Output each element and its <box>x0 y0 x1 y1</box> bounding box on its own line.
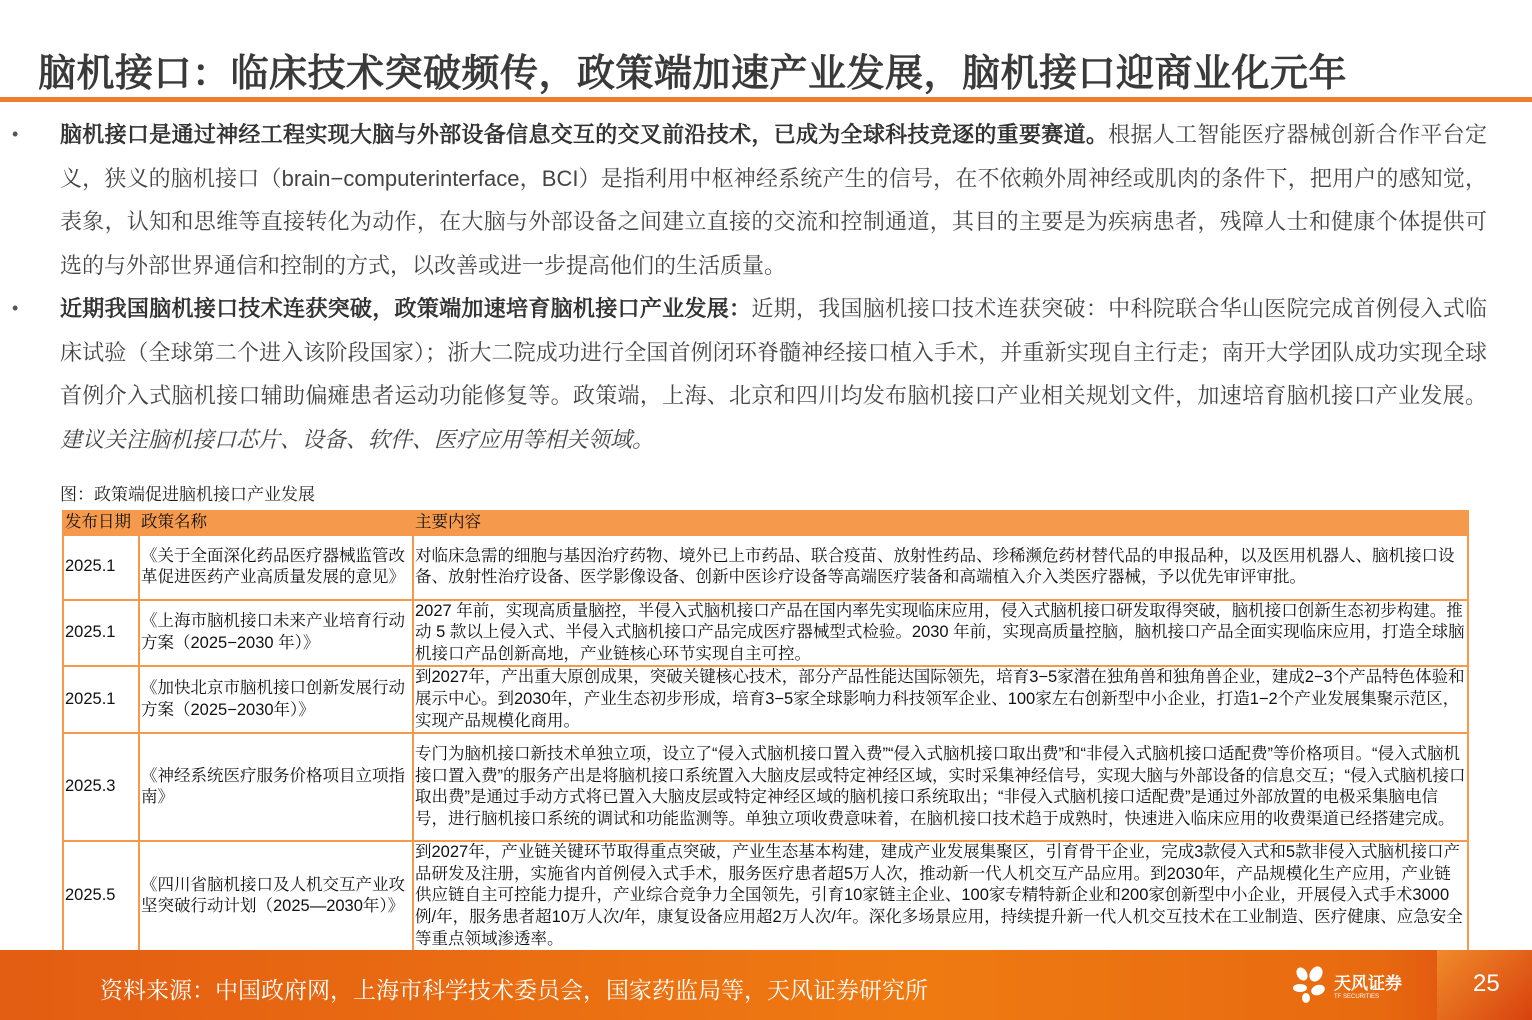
bullet-text: 近期，我国脑机接口技术连获突破：中科院联合华山医院完成首例侵入式临床试验（全球第二个进入该阶段国家）；浙大二院成功进行全国首例闭环脊髓神经接口植入手术，并重新实现自主行走；南开大学团队成功实现全球首例介入式脑机接口辅助偏瘫患者运动功能修复等。政策端，上海、北京和四川均发布脑机接口产业相关规划文件，加速培育脑机接口产业发展。 <box>60 296 1487 408</box>
logo-text-en: TF SECURITIES <box>1334 993 1380 1000</box>
table-row <box>63 841 1468 951</box>
cell-content: 到2027年，产业链关键环节取得重点突破，产业生态基本构建，建成产业发展集聚区，引育骨干企业，完成3款侵入式和5款非侵入式脑机接口产品研发及注册，实施省内首例侵入式手术，服务医疗患者超5万人次，推动新一代人机交互产品应用。到2030年，产品规模化生产应用，产业链供应链自主可控能力提升，产业综合竞争力全国领先，引育10家链主企业、100家专精特新企业和200家创新型中小企业，开展侵入式手术3000例/年，服务患者超10万人次/年，康复设备应用超2万人次/年。深化多场景应用，持续提升新一代人机交互技术在工业制造、医疗健康、应急安全等重点领域渗透率。 <box>413 841 1468 951</box>
cell-date: 2025.5 <box>63 841 139 951</box>
cell-policy-name: 《关于全面深化药品医疗器械监管改革促进医药产业高质量发展的意见》 <box>139 535 413 600</box>
page-number: 25 <box>1473 970 1500 997</box>
bullet-lead: 脑机接口是通过神经工程实现大脑与外部设备信息交互的交叉前沿技术，已成为全球科技竞逐的重要赛道。 <box>60 122 1109 147</box>
bullet-item <box>12 113 1487 287</box>
bullet-text: 根据人工智能医疗器械创新合作平台定义，狭义的脑机接口（brain−computerinterface，BCI）是指利用中枢神经系统产生的信号，在不依赖外周神经或肌肉的条件下，把用户的感知觉，表象，认知和思维等直接转化为动作，在大脑与外部设备之间建立直接的交流和控制通道，其目的主要是为疾病患者，残障人士和健康个体提供可选的与外部世界通信和控制的方式，以改善或进一步提高他们的生活质量。 <box>60 122 1487 278</box>
cell-content: 对临床急需的细胞与基因治疗药物、境外已上市药品、联合疫苗、放射性药品、珍稀濒危药材替代品的申报品种，以及医用机器人、脑机接口设备、放射性治疗设备、医学影像设备、创新中医诊疗设备等高端医疗装备和高端植入介入类医疗器械，予以优先审评审批。 <box>413 535 1468 600</box>
title-divider <box>0 97 1532 102</box>
bullet-dot-icon: • <box>12 298 19 318</box>
cell-content: 2027 年前，实现高质量脑控，半侵入式脑机接口产品在国内率先实现临床应用，侵入式脑机接口研发取得突破，脑机接口创新生态初步构建。推动 5 款以上侵入式、半侵入式脑机接口产品完成医疗器械型式检验。2030 年前，实现高质量控脑，脑机接口产品全面实现临床应用，打造全球脑机接口产品创新高地，产业链核心环节实现自主可控。 <box>413 600 1468 667</box>
bullet-recommendation: 建议关注脑机接口芯片、设备、软件、医疗应用等相关领域。 <box>60 426 655 452</box>
table-row <box>63 666 1468 733</box>
cell-policy-name: 《上海市脑机接口未来产业培育行动方案（2025−2030 年）》 <box>139 600 413 667</box>
table-header-row <box>63 511 1468 535</box>
logo-text-cn: 天风证券 <box>1334 973 1402 993</box>
page-number-box <box>1437 950 1532 1020</box>
figure-caption: 图：政策端促进脑机接口产业发展 <box>60 485 315 504</box>
policy-table <box>62 510 1469 952</box>
header-date: 发布日期 <box>63 511 139 535</box>
cell-content: 专门为脑机接口新技术单独立项，设立了“侵入式脑机接口置入费”“侵入式脑机接口取出费”和“非侵入式脑机接口适配费”等价格项目。“侵入式脑机接口置入费”的服务产出是将脑机接口系统置入大脑皮层或特定神经区域，实时采集神经信号，实现大脑与外部设备的信息交互；“侵入式脑机接口取出费”是通过手动方式将已置入大脑皮层或特定神经区域的脑机接口系统取出；“非侵入式脑机接口适配费”是通过外部放置的电极采集脑电信号，进行脑机接口系统的调试和功能监测等。单独立项收费意味着，在脑机接口技术趋于成熟时，快速进入临床应用的收费渠道已经搭建完成。 <box>413 733 1468 841</box>
cell-policy-name: 《神经系统医疗服务价格项目立项指南》 <box>139 733 413 841</box>
bullet-item <box>12 287 1487 461</box>
table-row <box>63 600 1468 667</box>
source-note: 资料来源：中国政府网，上海市科学技术委员会，国家药监局等，天风证券研究所 <box>100 977 928 1003</box>
flower-logo-icon <box>1292 964 1328 1004</box>
footer-bar <box>0 950 1532 1020</box>
page-title: 脑机接口：临床技术突破频传，政策端加速产业发展，脑机接口迎商业化元年 <box>38 53 1348 95</box>
cell-date: 2025.1 <box>63 666 139 733</box>
cell-date: 2025.1 <box>63 600 139 667</box>
cell-date: 2025.3 <box>63 733 139 841</box>
bullet-list <box>12 113 1487 461</box>
cell-policy-name: 《四川省脑机接口及人机交互产业攻坚突破行动计划（2025—2030年）》 <box>139 841 413 951</box>
cell-content: 到2027年，产出重大原创成果，突破关键核心技术，部分产品性能达国际领先，培育3−5家潜在独角兽和独角兽企业，建成2−3个产品特色体验和展示中心。到2030年，产业生态初步形成，培育3−5家全球影响力科技领军企业、100家左右创新型中小企业，打造1−2个产业发展集聚示范区，实现产品规模化商用。 <box>413 666 1468 733</box>
table-row <box>63 535 1468 600</box>
cell-policy-name: 《加快北京市脑机接口创新发展行动方案（2025−2030年）》 <box>139 666 413 733</box>
company-logo <box>1292 964 1402 1004</box>
header-content: 主要内容 <box>413 511 1468 535</box>
table-row <box>63 733 1468 841</box>
bullet-lead: 近期我国脑机接口技术连获突破，政策端加速培育脑机接口产业发展： <box>60 296 752 321</box>
cell-date: 2025.1 <box>63 535 139 600</box>
header-policy-name: 政策名称 <box>139 511 413 535</box>
bullet-dot-icon: • <box>12 124 19 144</box>
